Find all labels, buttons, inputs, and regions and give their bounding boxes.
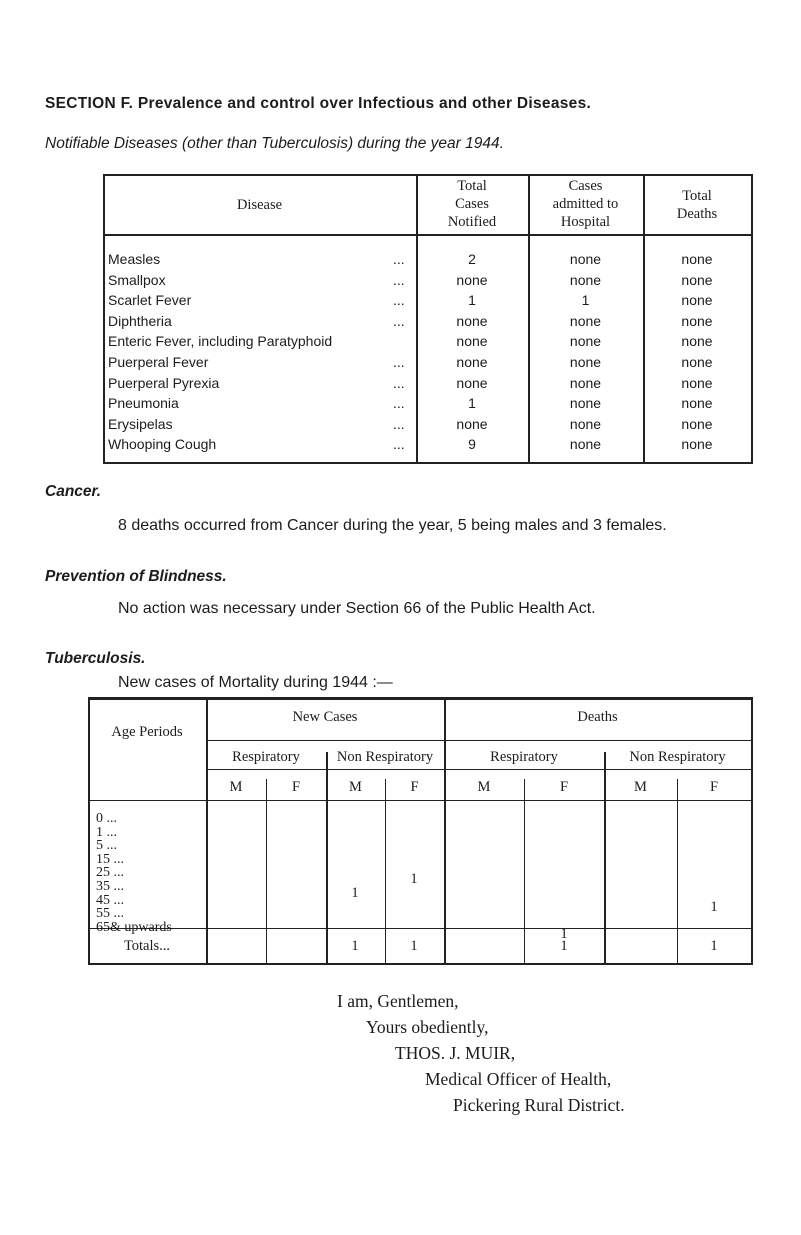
signatory-district: Pickering Rural District. [453,1095,625,1115]
header-divider [103,234,753,236]
tb-total: 1 [351,938,359,954]
row-divider [88,800,753,801]
cases-notified: 1 [468,292,476,309]
row-leader: ... [393,374,405,391]
table-row [103,272,753,288]
age-period: 0 ... [96,811,117,826]
row-divider [88,928,753,929]
row-leader: ... [393,271,405,288]
table-row [103,416,753,432]
header-disease: Disease [236,197,283,213]
header-respiratory: Respiratory [490,749,558,765]
row-leader: ... [393,312,405,329]
cancer-text: 8 deaths occurred from Cancer during the year, 5 being males and 3 females. [118,517,667,534]
age-period: 1 ... [96,824,117,840]
age-period: 15 ... [96,851,124,867]
cases-admitted: 1 [581,292,590,309]
col-divider [206,697,208,965]
row-divider [206,740,751,741]
row-leader: ... [393,251,405,267]
header-m: M [477,779,491,795]
cases-notified: none [456,374,488,391]
header-f: F [559,779,569,795]
row-leader: ... [393,354,405,370]
table-row [103,395,753,411]
header-new-cases: New Cases [292,709,358,725]
cases-admitted: none [569,333,602,350]
row-leader: ... [393,436,405,453]
cases-admitted: none [569,395,602,412]
total-deaths: none [681,292,713,309]
tb-table [88,697,753,965]
row-leader: ... [393,415,405,432]
tuberculosis-title: Tuberculosis. [45,650,146,667]
table-border-bottom [88,963,753,965]
cases-admitted: none [569,312,602,329]
header-m: M [349,779,362,795]
header-non-respiratory: Non Respiratory [629,749,726,765]
total-deaths: none [681,395,713,412]
diseases-table [103,174,753,464]
tb-value: 1 [410,871,418,888]
age-period: 65& upwards [96,919,172,935]
tb-total: 1 [710,938,718,954]
signatory-name: THOS. J. MUIR, [395,1043,516,1063]
header-line: Notified [447,214,497,230]
table-row [103,313,753,329]
tb-total: 1 [560,938,568,954]
tb-value: 1 [710,898,718,915]
header-line: Deaths [676,206,718,222]
table-row [103,375,753,391]
age-period: 55 ... [96,906,124,922]
closing-line: Yours obediently, [366,1017,489,1037]
disease-name: Puerperal Pyrexia [108,374,220,391]
age-period: 35 ... [96,879,124,894]
age-period: 5 ... [96,838,117,854]
total-deaths: none [681,436,713,453]
header-line: Cases [568,178,603,194]
header-line: Cases [455,196,489,212]
blindness-text: No action was necessary under Section 66 of the Public Health Act. [118,600,596,617]
header-total-deaths [643,187,751,223]
cases-notified: none [456,312,488,329]
col-divider [524,779,525,965]
cases-notified: none [456,354,488,370]
header-total-cases [416,177,528,231]
total-deaths: none [681,354,713,370]
total-deaths: none [681,333,713,350]
header-m: M [229,779,243,795]
cases-notified: 9 [468,436,476,453]
cases-notified: 2 [468,251,476,267]
cases-admitted: none [569,354,602,370]
col-divider [385,779,386,965]
tuberculosis-text: New cases of Mortality during 1944 :— [118,674,393,691]
tb-total: 1 [410,938,418,954]
table-border-right [751,697,753,965]
header-line: Total [682,188,712,204]
blindness-title: Prevention of Blindness. [45,568,227,585]
table-row [103,436,753,452]
totals-label: Totals... [123,938,171,954]
table-row [103,251,753,267]
row-leader: ... [393,395,405,412]
table-row [103,354,753,370]
row-leader: ... [393,292,405,309]
disease-name: Puerperal Fever [108,354,209,370]
closing-line: I am, Gentlemen, [337,991,459,1011]
disease-name: Whooping Cough [108,436,217,453]
cases-admitted: none [569,374,602,391]
header-line: Total [457,178,487,194]
signatory-title: Medical Officer of Health, [425,1069,612,1089]
disease-name: Scarlet Fever [108,292,192,309]
total-deaths: none [681,415,713,432]
disease-name: Erysipelas [108,415,173,432]
disease-name: Diphtheria [108,312,172,329]
total-deaths: none [681,312,713,329]
header-respiratory: Respiratory [232,749,300,765]
cases-admitted: none [569,251,602,267]
row-divider [206,769,751,770]
header-f: F [410,779,419,795]
total-deaths: none [681,251,713,267]
tb-value: 1 [560,925,568,942]
table-row [103,333,753,349]
table-border-bottom [103,462,753,464]
tb-value: 1 [351,885,359,901]
cancer-title: Cancer. [45,483,102,500]
header-line: Hospital [560,214,611,230]
cases-admitted: none [569,415,602,432]
section-heading: SECTION F. Prevalence and control over Infectious and other Diseases. [45,95,592,112]
header-line: admitted to [552,196,619,212]
age-period: 25 ... [96,865,124,881]
header-non-respiratory: Non Respiratory [336,749,434,765]
header-m: M [634,779,647,795]
subheading: Notifiable Diseases (other than Tuberculosis) during the year 1944. [45,135,504,152]
cases-notified: none [456,333,488,350]
table-border-top [103,174,753,176]
table-border-top [88,697,753,700]
disease-name: Smallpox [108,271,166,288]
header-cases-admitted [528,177,643,231]
cases-admitted: none [569,271,602,288]
cases-notified: 1 [468,395,476,412]
cases-notified: none [456,415,488,432]
table-row [103,292,753,308]
header-deaths: Deaths [577,709,618,725]
header-f: F [291,779,301,795]
total-deaths: none [681,374,713,391]
disease-name: Pneumonia [108,395,179,412]
disease-name: Enteric Fever, including Paratyphoid [108,333,333,350]
col-divider [677,779,678,965]
col-divider [266,779,267,965]
cases-notified: none [456,271,488,288]
total-deaths: none [681,271,713,288]
age-period: 45 ... [96,892,124,908]
disease-name: Measles [108,251,161,267]
cases-admitted: none [569,436,602,453]
col-divider [444,697,446,965]
header-f: F [709,779,719,795]
header-age-periods: Age Periods [111,724,183,740]
